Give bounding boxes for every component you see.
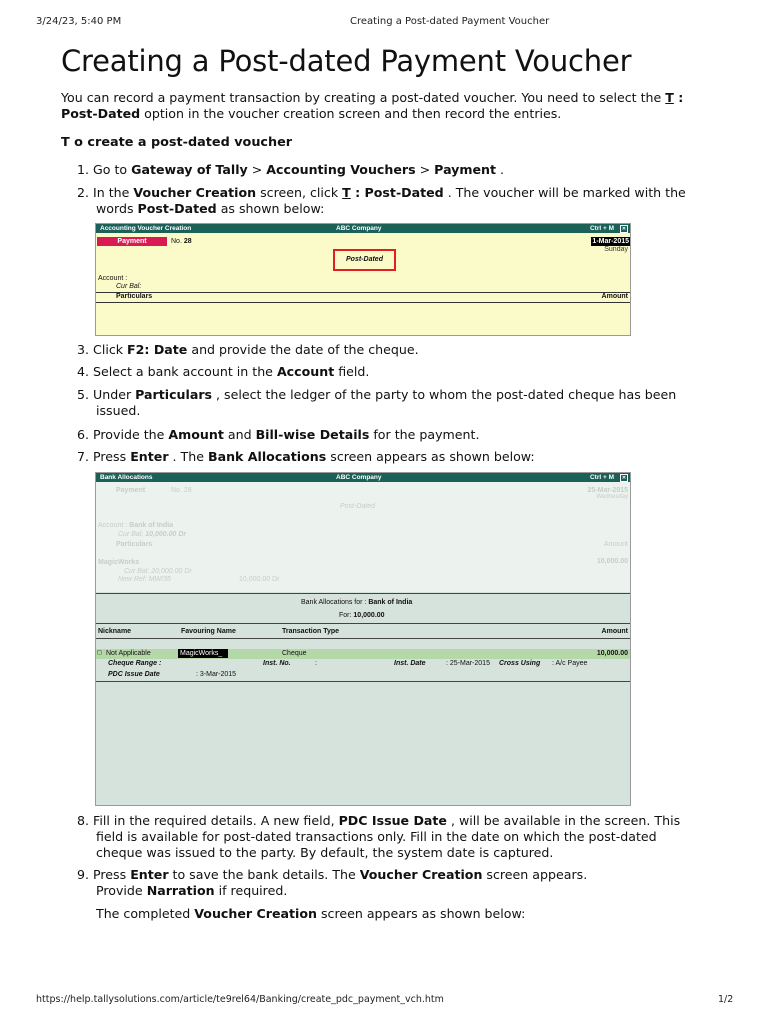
cross-using-label: Cross Using <box>499 660 541 667</box>
divider <box>96 292 630 293</box>
post-dated-marker: Post-Dated <box>333 249 396 271</box>
background-voucher-faded <box>96 482 630 566</box>
print-tab-title: Creating a Post-dated Payment Voucher <box>350 16 550 27</box>
step-2: 2. In the Voucher Creation screen, click T : Post-Dated . The voucher will be marked with the words Post-Dated as shown below: <box>77 185 686 216</box>
step-3: 3. Click F2: Date and provide the date of the cheque. <box>77 342 419 357</box>
completed-note: The completed Voucher Creation screen appears as shown below: <box>96 906 526 921</box>
inst-no-colon: : <box>315 660 317 667</box>
print-datetime: 3/24/23, 5:40 PM <box>36 16 122 27</box>
step-4: 4. Select a bank account in the Account field. <box>77 364 370 379</box>
inst-date-label: Inst. Date <box>394 660 426 667</box>
title-bar-company: ABC Company <box>336 474 382 481</box>
cheque-range-label: Cheque Range : <box>108 660 162 667</box>
pdc-issue-date-label: PDC Issue Date <box>108 671 160 678</box>
bg-voucher-type: Payment <box>116 487 146 494</box>
allocation-row[interactable] <box>96 649 630 659</box>
title-bar-shortcut: Ctrl + M <box>589 225 614 232</box>
title-bar-left: Accounting Voucher Creation <box>100 225 192 232</box>
bg-cur-bal: Cur Bal: 10,000.00 Dr <box>118 531 187 538</box>
bg-voucher-no: No. 28 <box>171 487 192 494</box>
pdc-issue-date-value: : 3-Mar-2015 <box>196 671 237 678</box>
close-icon: ✕ <box>621 226 627 232</box>
inst-no-label: Inst. No. <box>263 660 291 667</box>
particulars-header: Particulars <box>116 293 153 300</box>
step-1: 1. Go to Gateway of Tally > Accounting Vouchers > Payment . <box>77 162 505 177</box>
bg-party: MagicWorks <box>98 559 140 566</box>
title-bar-left: Bank Allocations <box>100 474 153 481</box>
bg-amount: Amount <box>603 541 628 548</box>
voucher-creation-screenshot <box>95 223 631 336</box>
row-nickname: Not Applicable <box>106 650 151 657</box>
favouring-name-input[interactable]: MagicWorks_ <box>178 649 228 658</box>
title-bar-shortcut: Ctrl + M <box>589 474 614 481</box>
divider <box>96 681 630 682</box>
section-heading: T o create a post-dated voucher <box>61 135 293 150</box>
print-url: https://help.tallysolutions.com/article/te9rel64/Banking/create_pdc_payment_vch.htm <box>36 994 444 1005</box>
col-amount: Amount <box>601 628 628 635</box>
bank-allocations-screenshot <box>95 472 631 806</box>
inst-date-value: : 25-Mar-2015 <box>446 660 490 667</box>
step-8: 8. Fill in the required details. A new field, PDC Issue Date , will be available in the screen. This field is available for post-dated transactions only. Fill in the date on which the post-dated cheque was issued to the party. By default, the system date is captured. <box>77 813 681 860</box>
voucher-date: 1-Mar-2015 <box>592 238 629 245</box>
bg-post-dated: Post-Dated <box>340 503 376 510</box>
bg-date: 25-Mar-2015 <box>587 487 628 494</box>
cur-bal-label: Cur Bal: <box>116 283 142 290</box>
row-marker-icon: ◻ <box>97 650 102 656</box>
step-7: 7. Press Enter . The Bank Allocations screen appears as shown below: <box>77 449 535 464</box>
step-6: 6. Provide the Amount and Bill-wise Details for the payment. <box>77 427 480 442</box>
page-title: Creating a Post-dated Payment Voucher <box>61 44 632 78</box>
alloc-for-label: Bank Allocations for : Bank of India <box>301 599 413 606</box>
bg-ref-amount: 10,000.00 Dr <box>239 576 280 583</box>
voucher-type-badge: Payment <box>97 237 167 246</box>
divider <box>96 623 630 624</box>
close-icon: ✕ <box>621 475 627 481</box>
col-nickname: Nickname <box>98 628 132 635</box>
bg-day: Wednesday <box>596 494 628 500</box>
divider <box>96 638 630 639</box>
voucher-no-label: No. 28 <box>171 238 192 245</box>
alloc-for-amount: For: 10,000.00 <box>339 612 385 619</box>
cross-using-value: : A/c Payee <box>552 660 588 667</box>
step-9: 9. Press Enter to save the bank details. The Voucher Creation screen appears. Provide Narration if required. <box>77 867 588 898</box>
divider <box>96 302 630 303</box>
voucher-day: Sunday <box>604 246 628 253</box>
step-5: 5. Under Particulars , select the ledger of the party to whom the post-dated cheque has been issued. <box>77 387 677 418</box>
bg-particulars: Particulars <box>116 541 153 548</box>
title-bar <box>96 473 630 482</box>
bg-party-cur-bal: Cur Bal: 20,000.00 Dr <box>124 568 192 575</box>
col-favouring-name: Favouring Name <box>181 628 236 635</box>
title-bar-company: ABC Company <box>336 225 382 232</box>
divider <box>96 593 630 594</box>
row-transaction-type: Cheque <box>282 650 307 657</box>
account-label: Account : <box>98 275 128 282</box>
amount-header: Amount <box>601 293 628 300</box>
print-page-number: 1/2 <box>718 994 734 1005</box>
bg-party-amount: 10,000.00 <box>596 558 628 565</box>
bg-new-ref: New Ref: MW/35 <box>118 576 171 583</box>
row-amount: 10,000.00 <box>596 650 628 657</box>
title-bar <box>96 224 630 233</box>
bg-account: Account : Bank of India <box>98 522 174 529</box>
intro-paragraph: You can record a payment transaction by creating a post-dated voucher. You need to select the T : Post-Dated option in the voucher creation screen and then record the entries. <box>61 90 684 121</box>
col-transaction-type: Transaction Type <box>282 628 340 635</box>
